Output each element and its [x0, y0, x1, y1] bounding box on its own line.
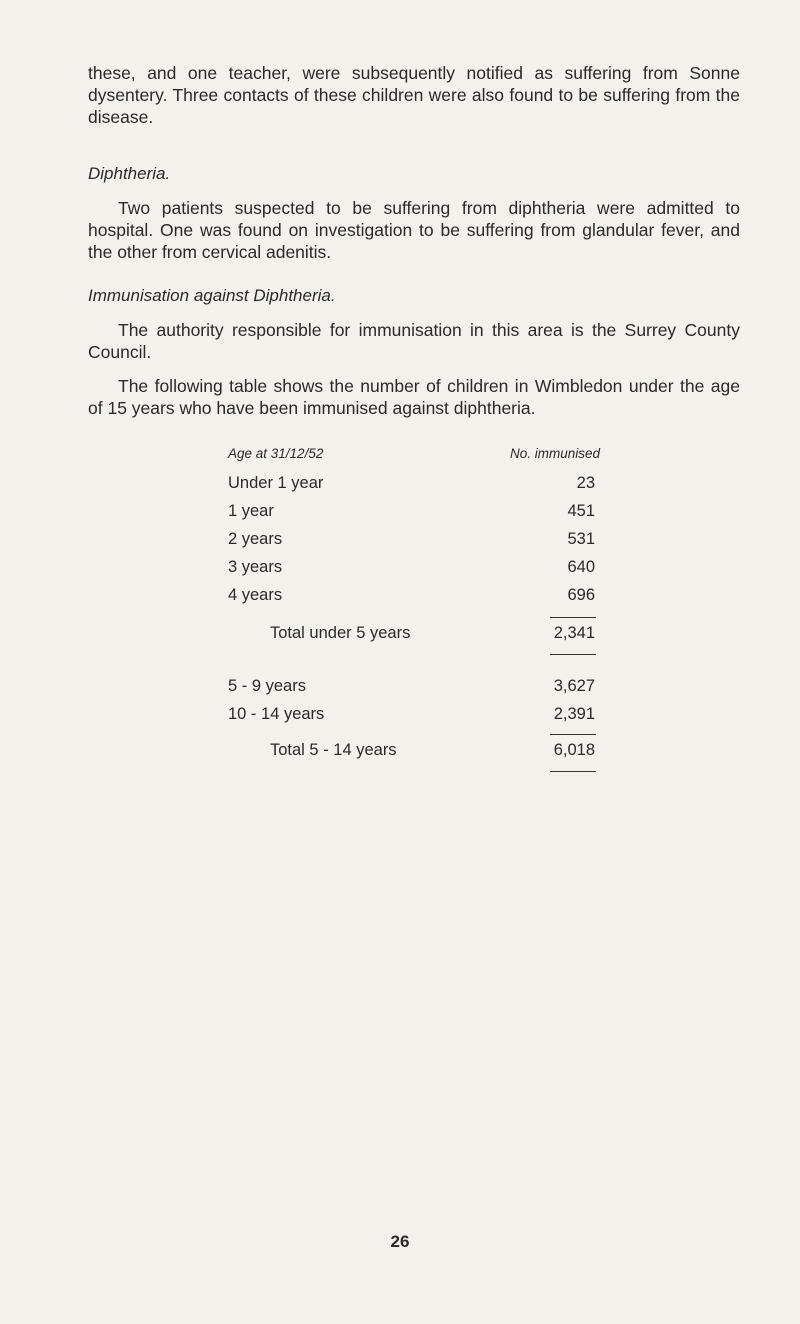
total-under-5-value: 2,341	[553, 624, 595, 642]
table-row-value: 696	[567, 586, 595, 604]
immunisation-heading: Immunisation against Diphtheria.	[88, 286, 336, 305]
column-header-immunised: No. immunised	[510, 446, 601, 461]
table-row-value: 531	[567, 530, 595, 548]
subtotal-rule	[550, 734, 596, 735]
table-row-value: 640	[567, 558, 595, 576]
table-row-label: 1 year	[228, 502, 274, 520]
total-under-5-label: Total under 5 years	[270, 624, 411, 642]
total-5-14-value: 6,018	[553, 741, 595, 759]
table-row-label: 3 years	[228, 558, 283, 576]
table-row-label: 10 - 14 years	[228, 705, 325, 723]
table-row-value: 451	[567, 502, 595, 520]
diphtheria-paragraph: Two patients suspected to be suffering from diphtheria were admitted to hospital. One was found on investigation to be suffering from glandular fever, and the other from cervical adenitis.	[88, 198, 740, 262]
total-rule	[550, 654, 596, 655]
subtotal-rule	[550, 617, 596, 618]
page-number: 26	[390, 1232, 410, 1251]
intro-paragraph: these, and one teacher, were subsequently notified as suffering from Sonne dysentery. Three contacts of these children were also found to be suffering from the disease.	[88, 63, 740, 127]
table-intro-paragraph: The following table shows the number of children in Wimbledon under the age of 15 years who have been immunised against diphtheria.	[88, 376, 740, 418]
total-5-14-label: Total 5 - 14 years	[270, 741, 397, 759]
table-row-value: 23	[576, 474, 595, 492]
table-row-label: 4 years	[228, 586, 283, 604]
table-row-label: 5 - 9 years	[228, 677, 306, 695]
total-rule	[550, 771, 596, 772]
column-header-age: Age at 31/12/52	[228, 446, 324, 461]
authority-paragraph: The authority responsible for immunisation in this area is the Surrey County Council.	[88, 320, 740, 362]
diphtheria-heading: Diphtheria.	[88, 164, 171, 183]
table-row-label: Under 1 year	[228, 474, 324, 492]
table-row-value: 3,627	[553, 677, 595, 695]
table-row-label: 2 years	[228, 530, 283, 548]
table-row-value: 2,391	[553, 705, 595, 723]
